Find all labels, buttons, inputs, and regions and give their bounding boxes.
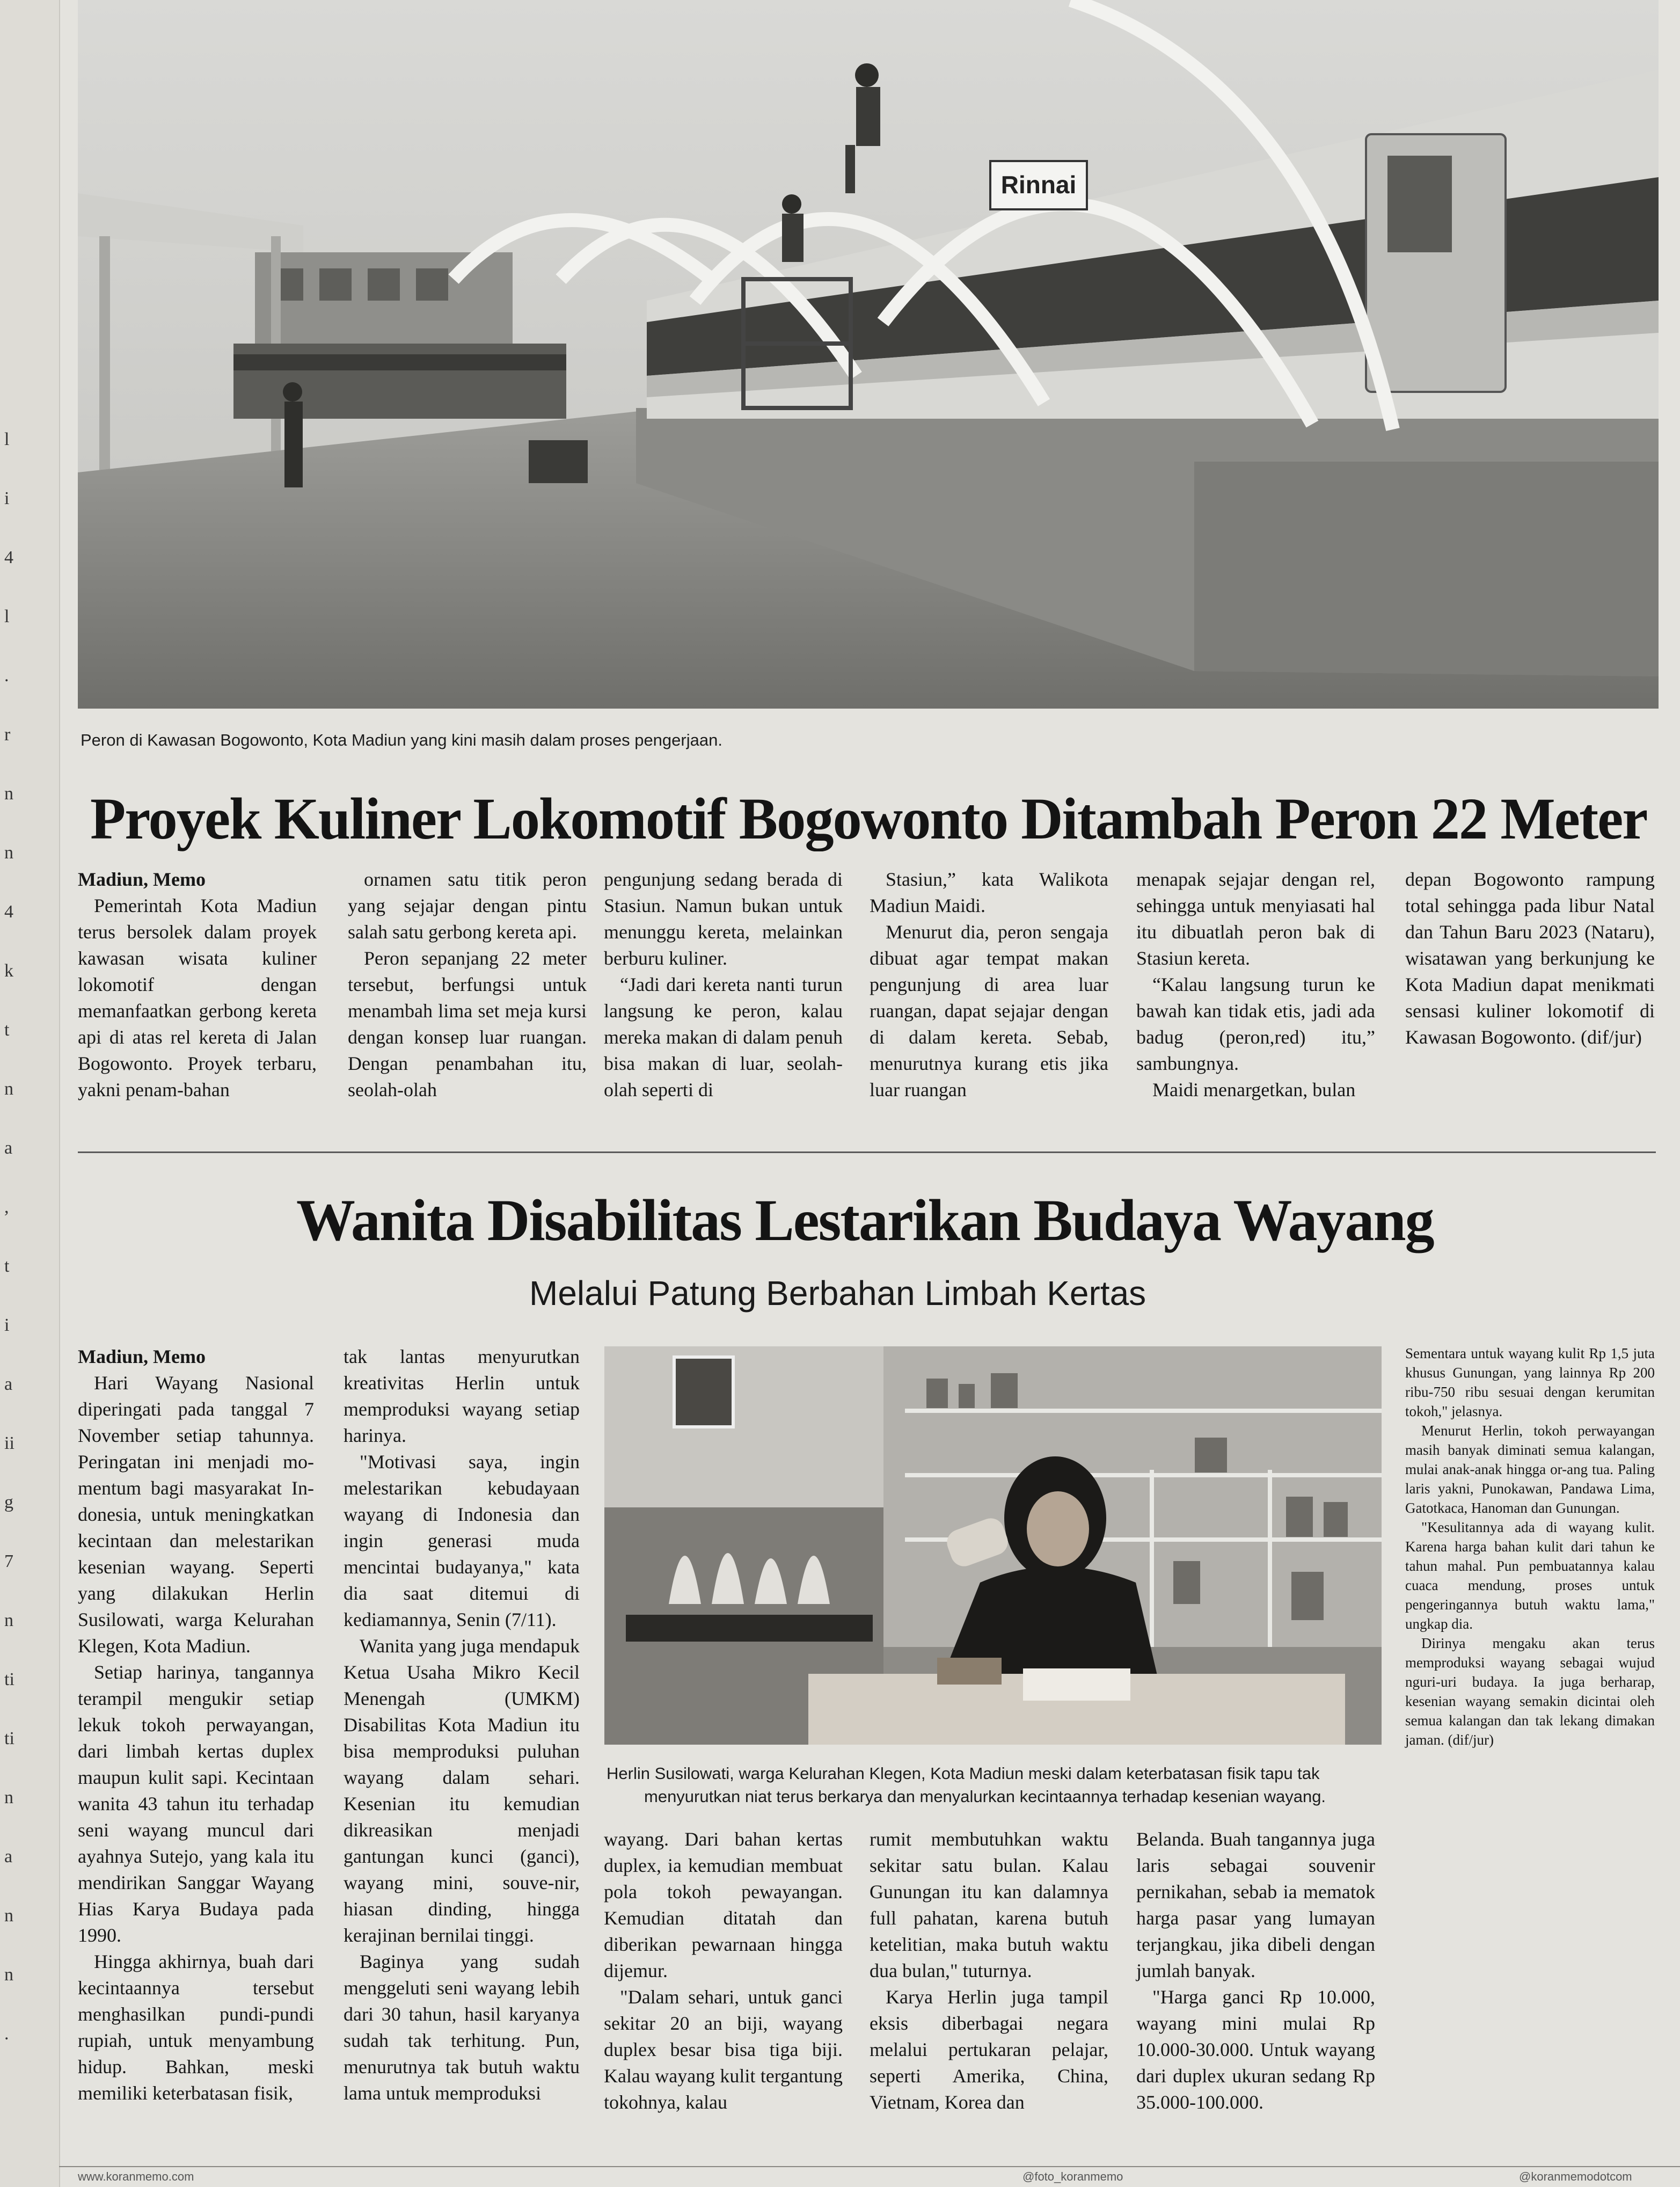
edge-letter: t — [4, 1020, 10, 1040]
edge-letter: 7 — [4, 1551, 13, 1571]
edge-letter: a — [4, 1847, 13, 1867]
edge-letter: a — [4, 1138, 13, 1158]
article1-column-4 — [870, 866, 1108, 1103]
edge-letter: n — [4, 1610, 13, 1630]
paragraph: Pemerintah Kota Madiun terus bersolek dalam proyek kawasan wisata kuliner lokomotif dengan memanfaatkan gerbong kereta api di atas rel kereta di Jalan Bogowonto. Proyek terbaru, yakni penam-bahan — [78, 895, 317, 1100]
edge-letter: ti — [4, 1729, 14, 1748]
edge-letter: ti — [4, 1670, 14, 1689]
edge-letter: l — [4, 429, 10, 449]
paragraph: “Jadi dari kereta nanti turun langsung ke peron, kalau mereka makan di dalam penuh bisa makan di luar, seolah-olah seperti di — [604, 974, 843, 1100]
edge-letter: k — [4, 961, 13, 981]
paragraph: Dirinya mengaku akan terus memproduksi wayang sebagai wujud nguri-uri budaya. Ia juga berharap, kesenian wayang semakin dicintai oleh semua kalangan dan tak lekang dimakan jaman. (dif/jur) — [1405, 1635, 1655, 1748]
paragraph: Peron sepanjang 22 meter tersebut, berfungsi untuk menambah lima set meja kursi dengan konsep luar ruangan. Dengan penambahan itu, seolah-olah — [348, 947, 587, 1100]
article1-photo — [78, 0, 1659, 709]
article2-photo — [604, 1346, 1382, 1745]
paragraph: Hari Wayang Nasional diperingati pada tanggal 7 November setiap tahunnya. Peringatan ini menjadi mo-mentum bagi masyarakat In-donesia, untuk meningkatkan kecintaan dan melestarikan kesenian wayang. Seperti yang dilakukan Herlin Susilowati, warga Kelurahan Klegen, Kota Madiun. — [78, 1372, 314, 1657]
edge-letter: , — [4, 1197, 9, 1217]
edge-letter: 4 — [4, 902, 13, 922]
article2-subheadline: Melalui Patung Berbahan Limbah Kertas — [529, 1274, 1146, 1313]
article1-column-5 — [1136, 866, 1375, 1103]
edge-letter: n — [4, 1079, 13, 1099]
paragraph: Menurut Herlin, tokoh perwayangan masih banyak diminati semua kalangan, mulai anak-anak hingga or-ang tua. Paling laris yakni, Punokawan, Pandawa Lima, Gatotkaca, Hanoman dan Gunungan. — [1405, 1423, 1655, 1516]
footer-website: www.koranmemo.com — [78, 2170, 194, 2183]
paragraph: "Motivasi saya, ingin melestarikan kebudayaan wayang di Indonesia dan ingin generasi muda mencintai budayanya," kata dia saat ditemui di kediamannya, Senin (7/11). — [344, 1451, 580, 1630]
footer-rule — [59, 2166, 1680, 2167]
article2-photo-caption-line-2: menyurutkan niat terus berkarya dan menyalurkan kecintaannya terhadap kesenian wayang. — [644, 1787, 1326, 1806]
edge-letter: i — [4, 1315, 10, 1335]
photo-sign-text: Rinnai — [1000, 171, 1077, 199]
section-divider — [78, 1151, 1656, 1153]
paragraph: Setiap harinya, tangannya terampil mengukir setiap lekuk tokoh perwayangan, dari limbah kertas duplex maupun kulit sapi. Kecintaan wanita 43 tahun itu terhadap seni wayang muncul dari ayahnya Sutejo, yang kala itu mendirikan Sanggar Wayang Hias Karya Budaya pada 1990. — [78, 1661, 314, 1946]
edge-letter: i — [4, 489, 10, 508]
edge-letter: l — [4, 607, 10, 626]
edge-letter: a — [4, 1374, 13, 1394]
article1-column-2 — [348, 866, 587, 1103]
edge-letter: n — [4, 1965, 13, 1985]
article2-column-6 — [1405, 1344, 1655, 1749]
paragraph: rumit membutuhkan waktu sekitar satu bulan. Kalau Gunungan itu kan dalamnya full pahatan, karena butuh ketelitian, maka butuh waktu dua bulan," tuturnya. — [870, 1828, 1108, 1981]
paragraph: Maidi menargetkan, bulan — [1152, 1079, 1356, 1100]
paragraph: Sementara untuk wayang kulit Rp 1,5 juta khusus Gunungan, yang lainnya Rp 200 ribu-750 ribu sesuai dengan kerumitan tokoh," jelasnya. — [1405, 1345, 1655, 1419]
article1-headline: Proyek Kuliner Lokomotif Bogowonto Ditambah Peron 22 Meter — [90, 786, 1647, 851]
paragraph: Menurut dia, peron sengaja dibuat agar tempat makan pengunjung di area luar ruangan, dapat sejajar dengan di dalam kereta. Sebab, menurutnya kurang etis jika luar ruangan — [870, 921, 1108, 1100]
footer-instagram: @foto_koranmemo — [1022, 2170, 1123, 2183]
edge-letter: . — [4, 666, 9, 686]
edge-letter: n — [4, 843, 13, 863]
paragraph: tak lantas menyurutkan kreativitas Herlin untuk memproduksi wayang setiap harinya. — [344, 1346, 580, 1446]
article2-dateline: Madiun, Memo — [78, 1346, 206, 1367]
paragraph: depan Bogowonto rampung total sehingga pada libur Natal dan Tahun Baru 2023 (Nataru), wisatawan yang berkunjung ke Kota Madiun dapat menikmati sensasi kuliner lokomotif di Kawasan Bogowonto. (dif/jur) — [1405, 869, 1655, 1048]
edge-letter: n — [4, 1788, 13, 1807]
edge-letter: 4 — [4, 548, 13, 567]
article2-headline: Wanita Disabilitas Lestarikan Budaya Wayang — [296, 1187, 1434, 1253]
paragraph: Wanita yang juga mendapuk Ketua Usaha Mikro Kecil Menengah (UMKM) Disabilitas Kota Madiun itu bisa memproduksi puluhan wayang dalam sehari. Kesenian itu kemudian dikreasikan menjadi gantungan kunci (ganci), wayang mini, souve-nir, hiasan dinding, hingga kerajinan bernilai tinggi. — [344, 1635, 580, 1946]
edge-letter: . — [4, 2024, 9, 2044]
paragraph: Belanda. Buah tangannya juga laris sebagai souvenir pernikahan, sebab ia mematok harga pasar yang lumayan terjangkau, jika dibeli dengan jumlah banyak. — [1136, 1828, 1375, 1981]
article2-column-1 — [78, 1344, 314, 2106]
paragraph: “Kalau langsung turun ke bawah kan tidak etis, jadi ada badug (peron,red) itu,” sambungnya. — [1136, 974, 1375, 1074]
paragraph: Stasiun,” kata Walikota Madiun Maidi. — [870, 869, 1108, 916]
edge-letter: t — [4, 1256, 10, 1276]
paragraph: wayang. Dari bahan kertas duplex, ia kemudian membuat pola tokoh pewayangan. Kemudian ditatah dan diberikan pewarnaan hingga dijemur. — [604, 1828, 843, 1981]
article1-column-6 — [1405, 866, 1655, 1051]
paragraph: menapak sejajar dengan rel, sehingga untuk menyiasati hal itu dibuatlah peron bak di Stasiun kereta. — [1136, 869, 1375, 969]
paragraph: "Harga ganci Rp 10.000, wayang mini mulai Rp 10.000-30.000. Untuk wayang dari duplex ukuran sedang Rp 35.000-100.000. — [1136, 1986, 1375, 2113]
edge-letter: n — [4, 1906, 13, 1926]
footer-twitter: @koranmemodotcom — [1519, 2170, 1632, 2183]
paragraph: ornamen satu titik peron yang sejajar dengan pintu salah satu gerbong kereta api. — [348, 869, 587, 943]
article2-column-3 — [604, 1826, 843, 2116]
article1-photo-caption: Peron di Kawasan Bogowonto, Kota Madiun yang kini masih dalam proses pengerjaan. — [81, 731, 722, 749]
paragraph: pengunjung sedang berada di Stasiun. Namun bukan untuk menunggu kereta, melainkan berburu kuliner. — [604, 869, 843, 969]
paragraph: Baginya yang sudah menggeluti seni wayang lebih dari 30 tahun, hasil karyanya sudah tak terhitung. Pun, menurutnya tak butuh waktu lama untuk memproduksi — [344, 1951, 580, 2104]
edge-letter: r — [4, 725, 11, 745]
paragraph: "Dalam sehari, untuk ganci sekitar 20 an biji, wayang duplex besar bisa tiga biji. Kalau wayang kulit tergantung tokohnya, kalau — [604, 1986, 843, 2113]
paragraph: Hingga akhirnya, buah dari kecintaannya tersebut menghasilkan pundi-pundi rupiah, untuk menyambung hidup. Bahkan, meski memiliki keterbatasan fisik, — [78, 1951, 314, 2104]
article1-column-1 — [78, 866, 317, 1103]
edge-letter: ii — [4, 1433, 14, 1453]
edge-letter: n — [4, 784, 13, 804]
article1-dateline: Madiun, Memo — [78, 869, 206, 890]
article2-column-2 — [344, 1344, 580, 2106]
paragraph: Karya Herlin juga tampil eksis diberbagai negara melalui pertukaran pelajar, seperti Amerika, China, Vietnam, Korea dan — [870, 1986, 1108, 2113]
article2-photo-caption-line-1: Herlin Susilowati, warga Kelurahan Klegen, Kota Madiun meski dalam keterbatasan fisik tapu tak — [607, 1764, 1320, 1783]
article1-column-3 — [604, 866, 843, 1103]
article2-column-4 — [870, 1826, 1108, 2116]
paragraph: "Kesulitannya ada di wayang kulit. Karena harga bahan kulit dari tahun ke tahun mahal. Pun pembuatannya kalau cuaca mendung, proses untuk pengeringannya butuh waktu lama," ungkap dia. — [1405, 1519, 1655, 1632]
article2-column-5 — [1136, 1826, 1375, 2116]
adjacent-page-edge — [0, 0, 60, 2187]
edge-letter: g — [4, 1492, 13, 1512]
